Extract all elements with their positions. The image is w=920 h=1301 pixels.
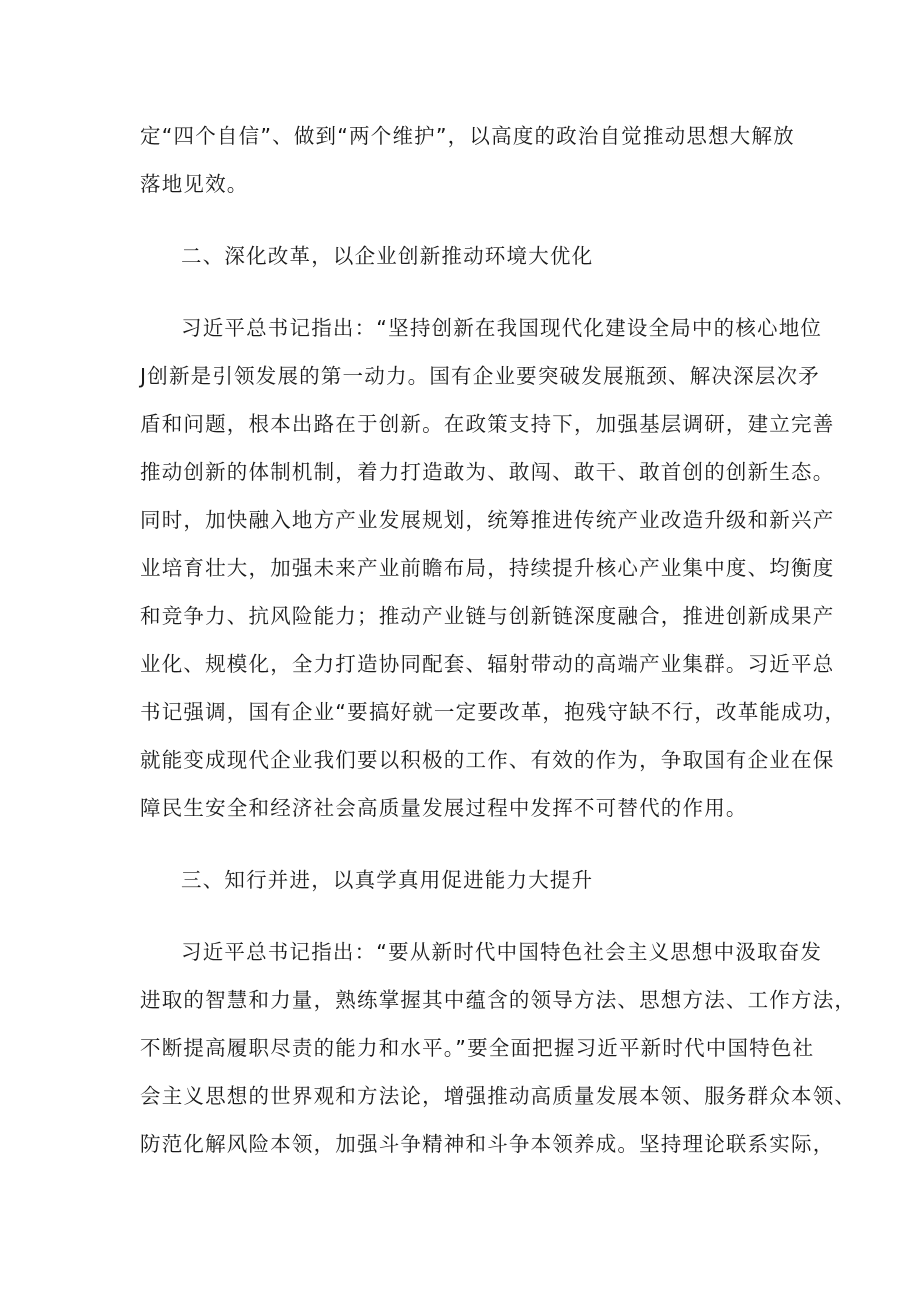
text-line: 同时，加快融入地方产业发展规划，统筹推进传统产业改造升级和新兴产 [140,508,835,532]
heading-text: 三、知行并进，以真学真用促进能力大提升 [181,868,594,892]
text-line: 业培育壮大，加强未来产业前瞻布局，持续提升核心产业集中度、均衡度 [140,556,835,580]
heading-text: 二、深化改革，以企业创新推动环境大优化 [181,244,594,268]
text-line: 不断提高履职尽责的能力和水平。”要全面把握习近平新时代中国特色社 [140,1036,815,1060]
section-heading-3 [140,856,790,904]
text-line: 习近平总书记指出：“要从新时代中国特色社会主义思想中汲取奋发 [181,940,823,964]
section-heading-2 [140,232,790,280]
text-line: 推动创新的体制机制，着力打造敢为、敢闯、敢干、敢首创的创新生态。 [140,460,835,484]
paragraph-section-3 [140,928,857,1168]
text-line: 书记强调，国有企业“要搞好就一定要改革，抱残守缺不行，改革能成功， [140,700,847,724]
text-line: 进取的智慧和力量，熟练掌握其中蕴含的领导方法、思想方法、工作方法， [140,988,857,1012]
text-line: 习近平总书记指出：“坚持创新在我国现代化建设全局中的核心地位 [181,316,823,340]
text-line: 和竞争力、抗风险能力；推动产业链与创新链深度融合，推进创新成果产 [140,604,835,628]
text-line: 障民生安全和经济社会高质量发展过程中发挥不可替代的作用。 [140,796,748,820]
text-line: 落地见效。 [140,172,249,196]
text-line: J创新是引领发展的第一动力。国有企业要突破发展瓶颈、解决深层次矛 [140,364,820,388]
text-line: 就能变成现代企业我们要以积极的工作、有效的作为，争取国有企业在保 [140,748,835,772]
text-line: 会主义思想的世界观和方法论，增强推动高质量发展本领、服务群众本领、 [140,1084,857,1108]
paragraph-section-2 [140,304,847,832]
text-line: 定“四个自信”、做到“两个维护”，以高度的政治自觉推动思想大解放 [140,124,795,148]
text-line: 业化、规模化，全力打造协同配套、辐射带动的高端产业集群。习近平总 [140,652,835,676]
text-line: 盾和问题，根本出路在于创新。在政策支持下，加强基层调研，建立完善 [140,412,835,436]
text-line: 防范化解风险本领，加强斗争精神和斗争本领养成。坚持理论联系实际， [140,1132,835,1156]
paragraph-continuation [140,112,795,208]
